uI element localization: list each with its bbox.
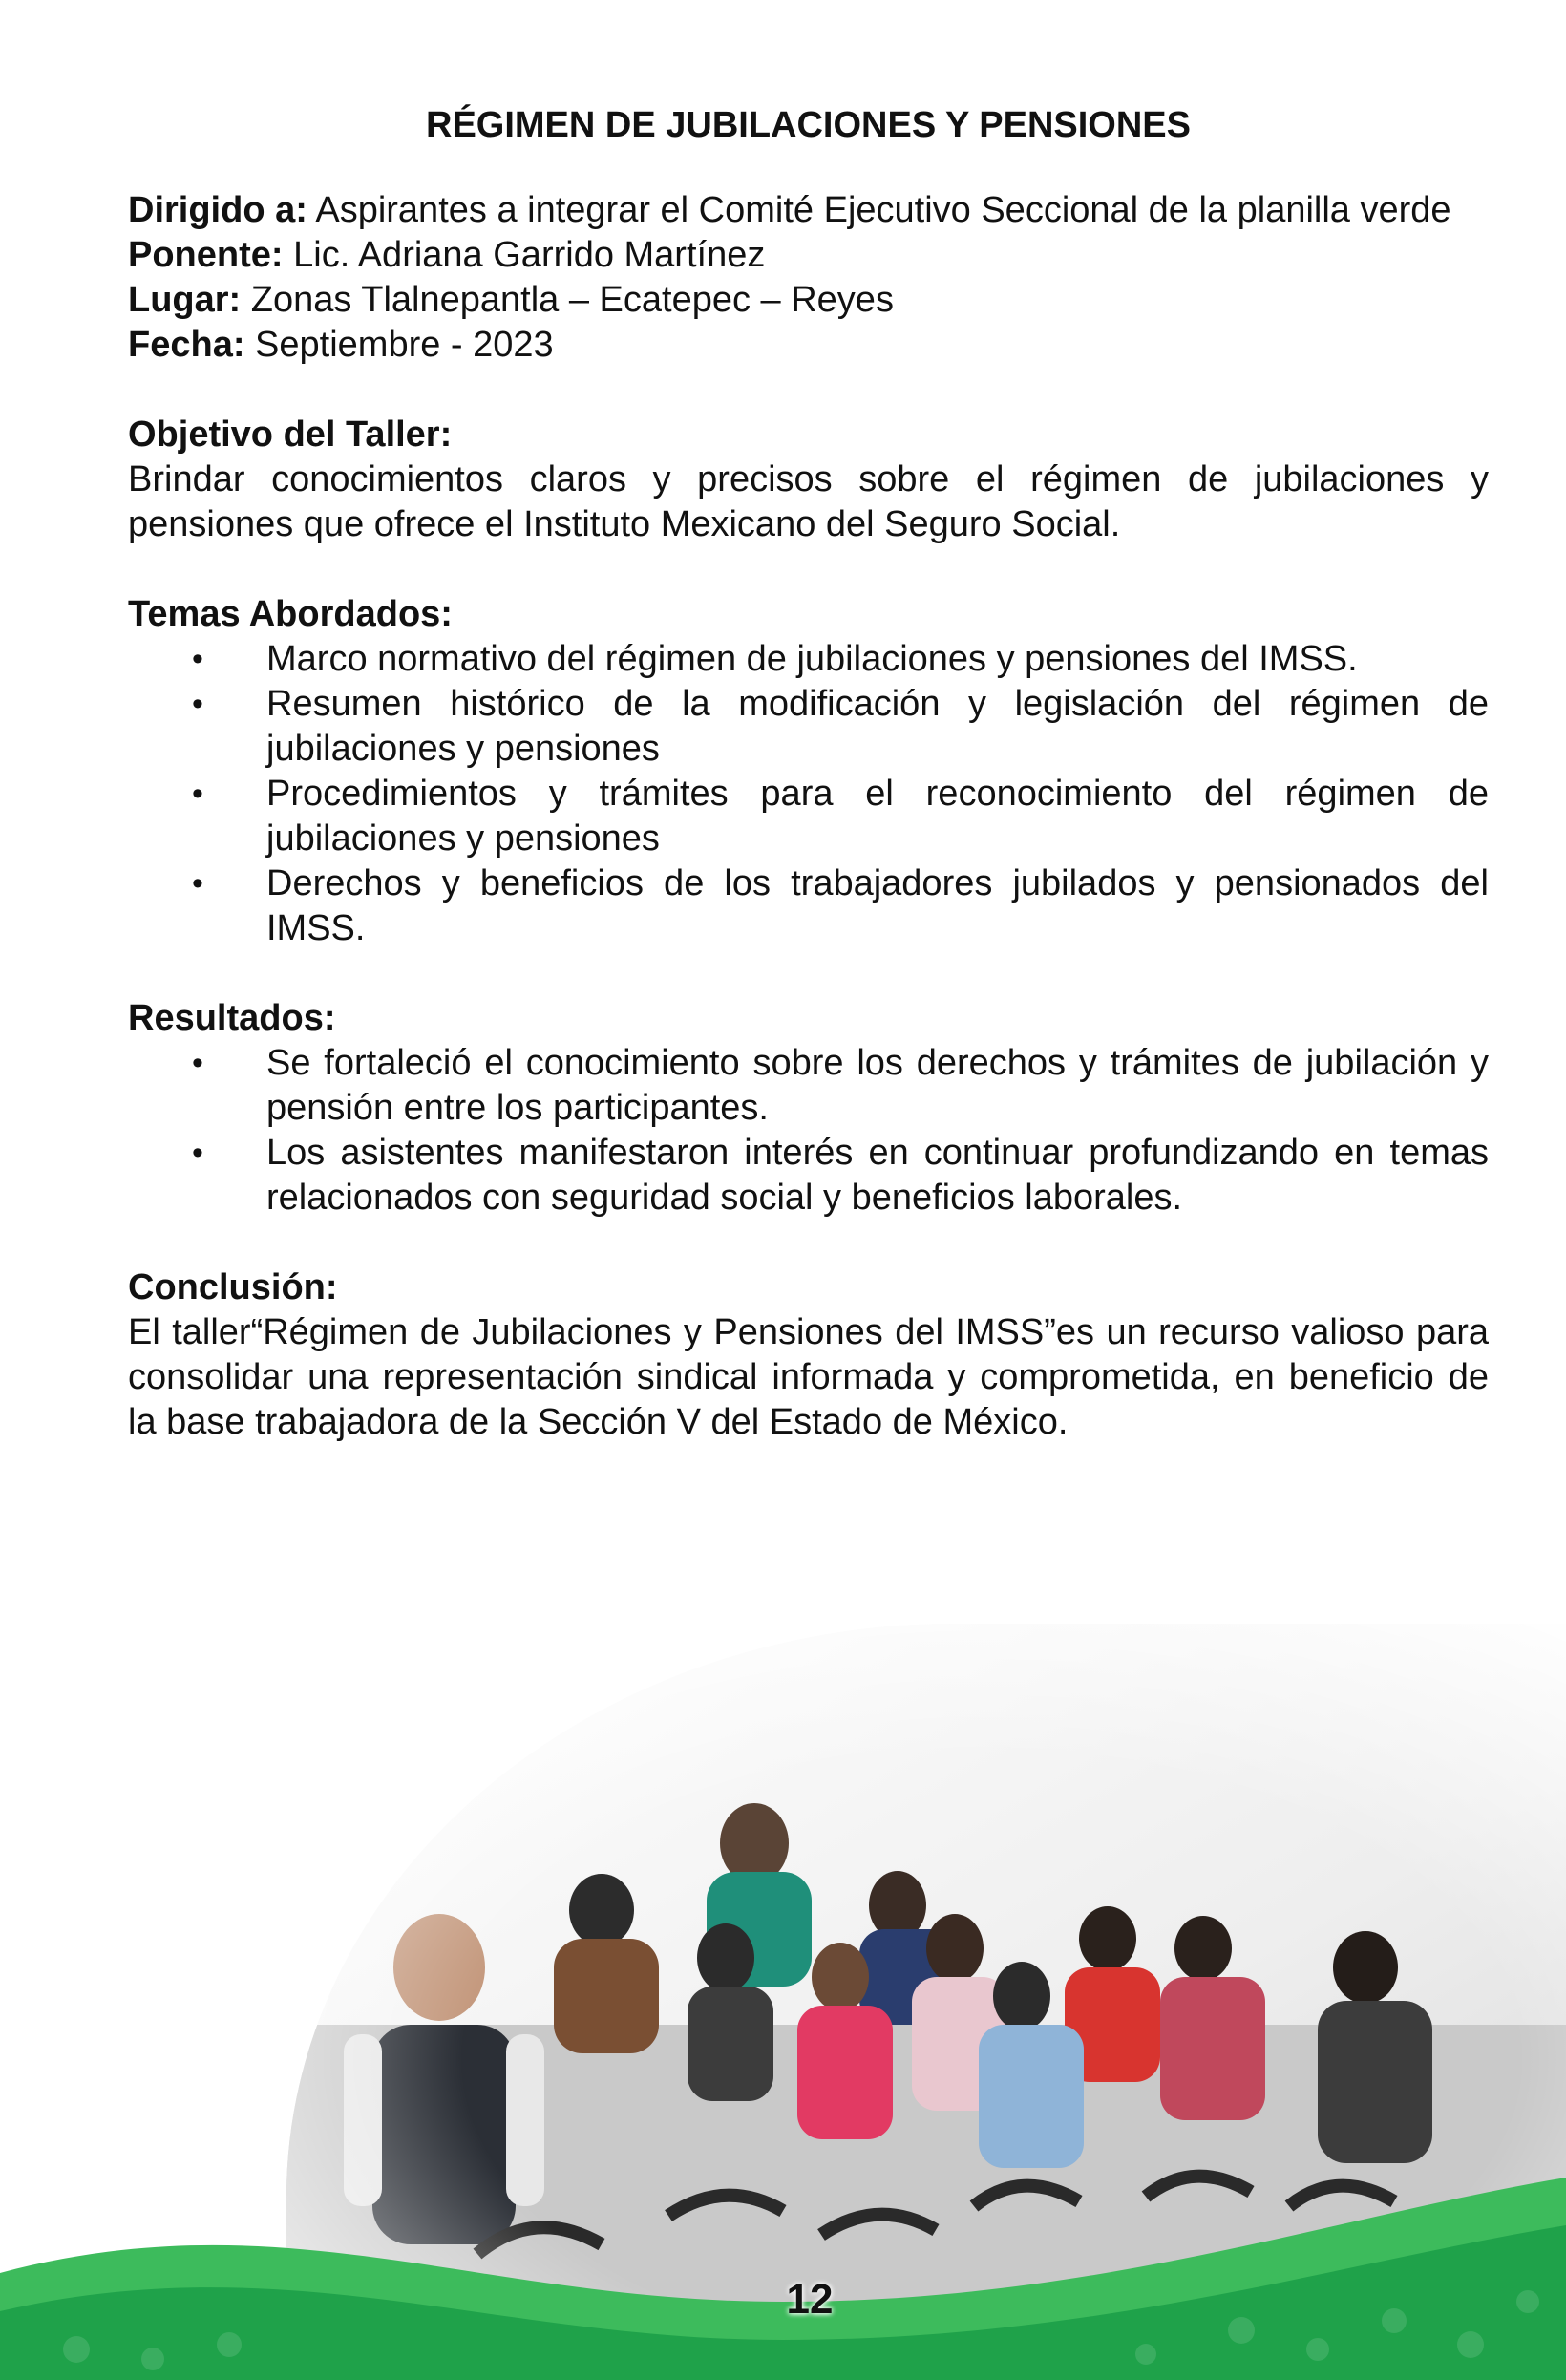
list-item: • Resumen histórico de la modificación y legislación del régimen de jubilaciones y pensiones: [266, 682, 1489, 772]
list-item: • Se fortaleció el conocimiento sobre los derechos y trámites de jubilación y pensión entre los participantes.: [266, 1041, 1489, 1131]
temas-list: [128, 637, 1489, 951]
lugar-line: [128, 278, 1489, 323]
objetivo-section: [128, 413, 1489, 547]
fecha-label: Fecha:: [128, 325, 245, 365]
fecha-value: Septiembre - 2023: [244, 325, 554, 365]
resultados-list: [128, 1041, 1489, 1221]
page-content: [128, 96, 1489, 1445]
ponente-value: Lic. Adriana Garrido Martínez: [283, 235, 766, 275]
lugar-value: Zonas Tlalnepantla – Ecatepec – Reyes: [241, 280, 894, 320]
list-item: • Procedimientos y trámites para el reconocimiento del régimen de jubilaciones y pensiones: [266, 772, 1489, 861]
page-number: 12: [786, 2276, 834, 2323]
dirigido-value: Aspirantes a integrar el Comité Ejecutivo Seccional de la planilla verde: [307, 190, 1451, 230]
objetivo-heading: Objetivo del Taller:: [128, 414, 453, 455]
ponente-line: [128, 233, 1489, 278]
page-title: RÉGIMEN DE JUBILACIONES Y PENSIONES: [426, 105, 1191, 145]
ponente-label: Ponente:: [128, 235, 284, 275]
dirigido-label: Dirigido a:: [128, 190, 307, 230]
temas-heading: Temas Abordados:: [128, 594, 453, 634]
conclusion-section: [128, 1265, 1489, 1445]
temas-section: [128, 592, 1489, 951]
list-item: • Los asistentes manifestaron interés en continuar profundizando en temas relacionados con seguridad social y beneficios laborales.: [266, 1131, 1489, 1221]
conclusion-text: El taller“Régimen de Jubilaciones y Pensiones del IMSS”es un recurso valioso para consolidar una representación sindical informada y comprometida, en beneficio de la base trabajadora de la Sección V del Estado de México.: [128, 1312, 1489, 1442]
lugar-label: Lugar:: [128, 280, 242, 320]
objetivo-text: Brindar conocimientos claros y precisos sobre el régimen de jubilaciones y pensiones que ofrece el Instituto Mexicano del Seguro Social.: [128, 459, 1489, 544]
info-block: [128, 188, 1489, 368]
list-item: • Derechos y beneficios de los trabajadores jubilados y pensionados del IMSS.: [266, 861, 1489, 951]
resultados-heading: Resultados:: [128, 998, 336, 1038]
list-item: • Marco normativo del régimen de jubilaciones y pensiones del IMSS.: [266, 637, 1489, 682]
dirigido-line: [128, 188, 1489, 233]
resultados-section: [128, 996, 1489, 1221]
fecha-line: [128, 323, 1489, 368]
conclusion-heading: Conclusión:: [128, 1267, 338, 1307]
